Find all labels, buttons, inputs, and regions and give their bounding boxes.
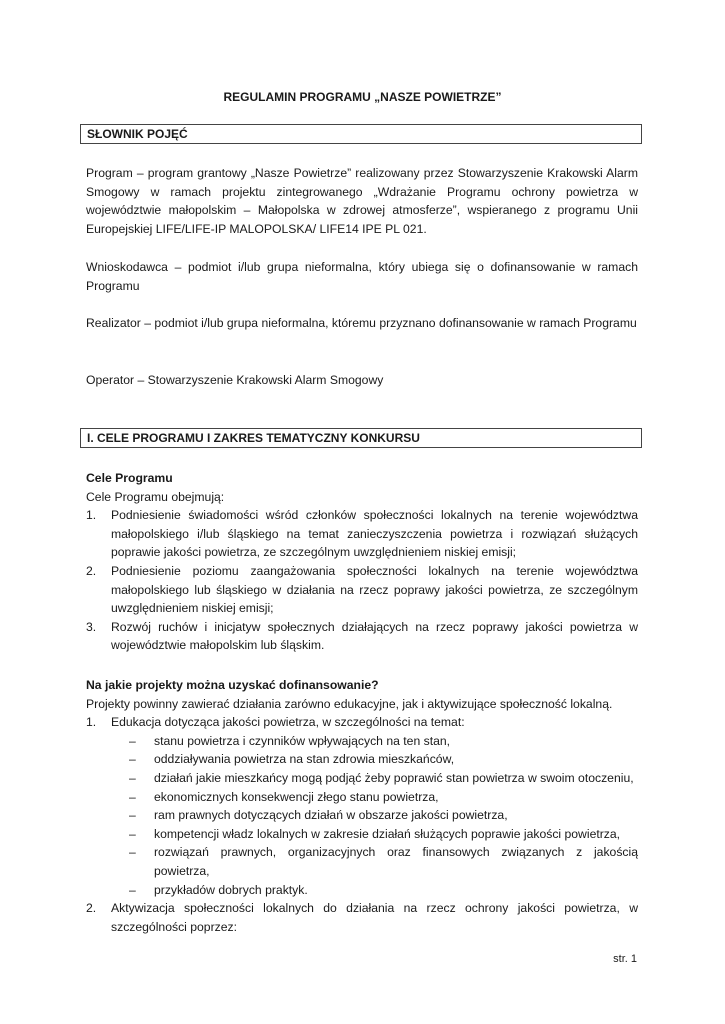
document-title: REGULAMIN PROGRAMU „NASZE POWIETRZE” — [223, 90, 502, 104]
projects-section — [86, 676, 638, 936]
topic-text: stanu powietrza i czynników wpływających na ten stan, — [154, 733, 451, 748]
dash-bullet: – — [129, 789, 136, 804]
definition-program: Program – program grantowy „Nasze Powietrze” realizowany przez Stowarzyszenie Krakowski Alarm Smogowy w ramach projektu zintegrowanego „Wdrażanie Programu ochrony powietrza w województwie małopolskim – Małopolska w zdrowej atmosferze”, wspieranego z programu Unii Europejskiej LIFE/LIFE-IP MALOPOLSKA/ LIFE14 IPE PL 021. — [86, 166, 638, 236]
goals-list — [86, 506, 638, 655]
projects-title: Na jakie projekty można uzyskać dofinansowanie? — [86, 678, 379, 692]
topic-text: ram prawnych dotyczących działań w obszarze jakości powietrza, — [154, 808, 508, 823]
dash-bullet: – — [129, 808, 136, 823]
topic-item — [111, 881, 638, 900]
goals-title: Cele Programu — [86, 471, 173, 485]
goal-number: 1. — [86, 508, 97, 523]
section1-heading-box — [80, 428, 642, 448]
project-item — [86, 899, 638, 936]
topic-item — [111, 825, 638, 844]
topic-item — [111, 843, 638, 880]
definition-operator: Operator – Stowarzyszenie Krakowski Alarm Smogowy — [86, 373, 384, 387]
topic-text: rozwiązań prawnych, organizacyjnych oraz finansowych związanych z jakością powietrza, — [154, 845, 638, 878]
goal-item — [86, 506, 638, 562]
dash-bullet: – — [129, 882, 136, 897]
topic-item — [111, 788, 638, 807]
goals-intro: Cele Programu obejmują: — [86, 489, 225, 504]
projects-list — [86, 713, 638, 936]
dash-bullet: – — [129, 770, 136, 785]
goal-text: Podniesienie poziomu zaangażowania społeczności lokalnych na terenie województwa małopolskiego lub śląskiego w działania na rzecz poprawy jakości powietrza, ze szczególnym uwzględnieniem niskiej emisji; — [111, 563, 638, 616]
project-number: 1. — [86, 715, 97, 730]
glossary-heading-box — [80, 124, 642, 144]
topic-item — [111, 769, 638, 788]
definition-applicant: Wnioskodawca – podmiot i/lub grupa nieformalna, który ubiega się o dofinansowanie w ramach Programu — [86, 260, 638, 293]
project-item — [86, 713, 638, 899]
definition-implementer: Realizator – podmiot i/lub grupa nieformalna, któremu przyznano dofinansowanie w ramach Programu — [86, 316, 637, 330]
goal-number: 2. — [86, 563, 97, 578]
projects-intro: Projekty powinny zawierać działania zarówno edukacyjne, jak i aktywizujące społeczność lokalną. — [86, 696, 613, 711]
project-text: Aktywizacja społeczności lokalnych do działania na rzecz ochrony jakości powietrza, w szczególności poprzez: — [111, 901, 638, 934]
dash-bullet: – — [129, 752, 136, 767]
goal-text: Rozwój ruchów i inicjatyw społecznych działających na rzecz poprawy jakości powietrza w województwie małopolskim lub śląskim. — [111, 619, 638, 653]
project-text: Edukacja dotycząca jakości powietrza, w szczególności na temat: — [111, 715, 465, 730]
dash-bullet: – — [129, 845, 136, 860]
goal-number: 3. — [86, 619, 97, 634]
page-number: str. 1 — [613, 953, 637, 965]
topic-text: działań jakie mieszkańcy mogą podjąć żeby poprawić stan powietrza w swoim otoczeniu, — [154, 770, 634, 785]
topic-item — [111, 750, 638, 769]
section1-heading: I. CELE PROGRAMU I ZAKRES TEMATYCZNY KONKURSU — [87, 431, 420, 445]
topic-text: ekonomicznych konsekwencji złego stanu powietrza, — [154, 789, 439, 804]
dash-bullet: – — [129, 826, 136, 841]
goal-text: Podniesienie świadomości wśród członków społeczności lokalnych na terenie województwa małopolskiego i/lub śląskiego na temat zanieczyszczenia powietrza i rozwiązań służących poprawie jakości powietrza, ze szczególnym uwzględnieniem niskiej emisji; — [111, 508, 638, 560]
topic-text: oddziaływania powietrza na stan zdrowia mieszkańców, — [154, 752, 455, 767]
topic-item — [111, 732, 638, 751]
project-number: 2. — [86, 901, 97, 916]
glossary-heading: SŁOWNIK POJĘĆ — [87, 127, 188, 141]
topic-item — [111, 806, 638, 825]
dash-bullet: – — [129, 733, 136, 748]
goals-section — [86, 469, 638, 655]
goal-item — [86, 562, 638, 618]
education-topics-list — [111, 732, 638, 899]
goal-item — [86, 618, 638, 655]
topic-text: kompetencji władz lokalnych w zakresie działań służących poprawie jakości powietrza, — [154, 826, 621, 841]
topic-text: przykładów dobrych praktyk. — [154, 882, 308, 897]
